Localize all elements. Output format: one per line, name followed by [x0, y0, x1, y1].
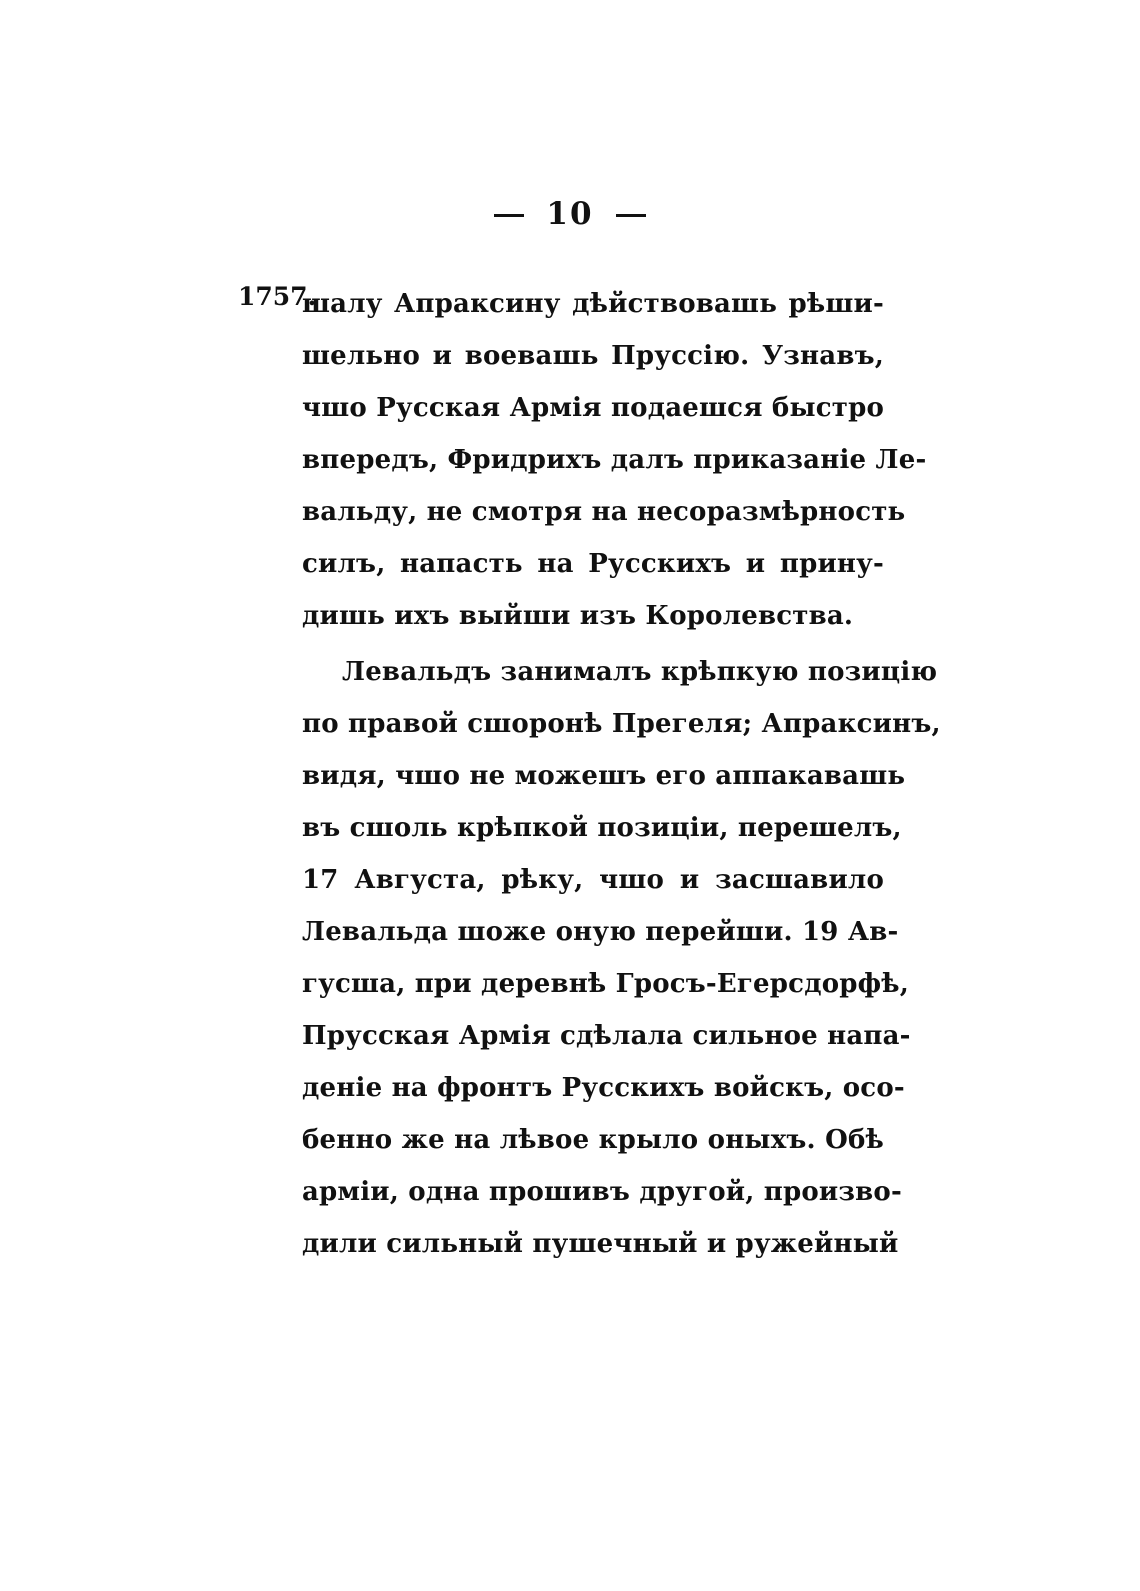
text-line: дили сильный пушечный и ружейный	[302, 1229, 899, 1259]
text-line: дишь ихъ выйши изъ Королевства.	[302, 601, 854, 631]
text-line: Левальдъ занималъ крѣпкую позицію	[342, 657, 938, 687]
body-text	[302, 278, 941, 1270]
text-line: силъ, напасть на Русскихъ и прину-	[302, 549, 884, 579]
paragraph-1	[302, 278, 927, 642]
page-number: 10	[546, 196, 594, 232]
text-line: 17 Августа, рѣку, чшо и засшавило	[302, 865, 884, 895]
text-line: шалу Апраксину дѣйствовашь рѣши-	[302, 289, 884, 319]
text-line: деніе на фронтъ Русскихъ войскъ, осо-	[302, 1073, 905, 1103]
text-line: бенно же на лѣвое крыло оныхъ. Обѣ	[302, 1125, 884, 1155]
text-line: по правой сшоронѣ Прегеля; Апраксинъ,	[302, 709, 941, 739]
text-line: гусша, при деревнѣ Гросъ-Егерсдорфѣ,	[302, 969, 910, 999]
paragraph-2	[302, 646, 941, 1270]
text-line: Левальда шоже оную перейши. 19 Ав-	[302, 917, 899, 947]
text-line: чшо Русская Армія подаешся быстро	[302, 393, 884, 423]
text-line: впередъ, Фридрихъ далъ приказаніе Ле-	[302, 445, 927, 475]
margin-year-note: 1757.	[238, 282, 317, 311]
text-line: вальду, не смотря на несоразмѣрность	[302, 497, 906, 527]
text-line: въ сшоль крѣпкой позиціи, перешелъ,	[302, 813, 902, 843]
text-line: арміи, одна прошивъ другой, произво-	[302, 1177, 902, 1207]
header-dash-right	[616, 214, 646, 217]
header-dash-left	[494, 214, 524, 217]
text-line: шельно и воевашь Пруссію. Узнавъ,	[302, 341, 884, 371]
text-line: видя, чшо не можешъ его аппакавашь	[302, 761, 906, 791]
page-header	[0, 196, 1140, 232]
text-line: Прусская Армія сдѣлала сильное напа-	[302, 1021, 911, 1051]
